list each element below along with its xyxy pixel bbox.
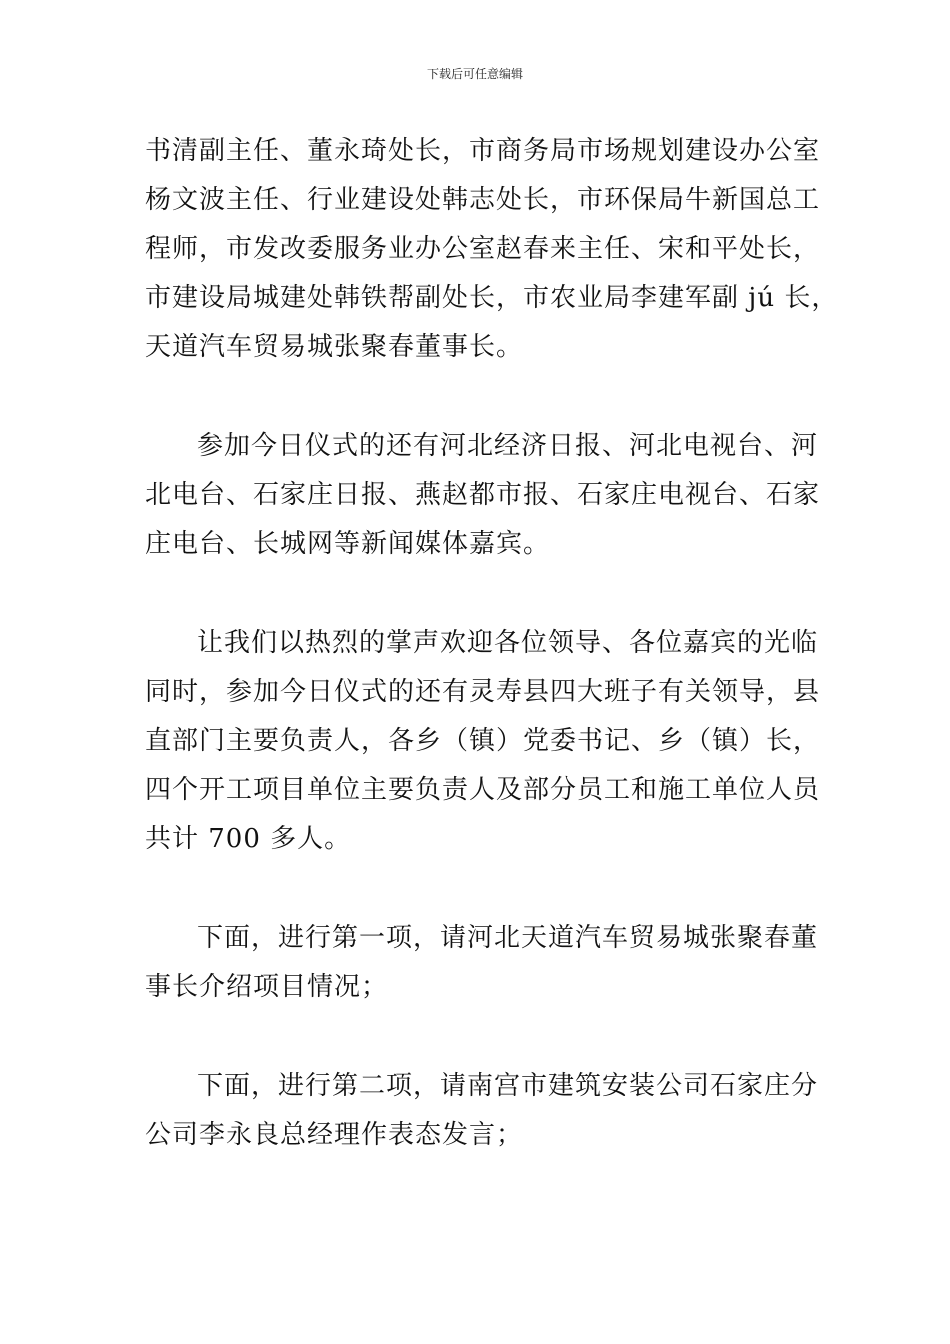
- paragraph: [145, 1062, 819, 1160]
- text-line: 公司李永良总经理作表态发言；: [145, 1120, 524, 1150]
- paragraph-spacer: [145, 1012, 810, 1062]
- page-header: 下载后可任意编辑: [426, 67, 523, 81]
- text-line: 下面，进行第二项，请南宫市建筑安装公司石家庄分: [197, 1071, 819, 1101]
- text-line: 四个开工项目单位主要负责人及部分员工和施工单位人员: [145, 775, 821, 805]
- text-line: 程师，市发改委服务业办公室赵春来主任、宋和平处长，: [145, 234, 821, 264]
- text-line: 参加今日仪式的还有河北经济日报、河北电视台、河: [197, 431, 819, 461]
- paragraph-spacer: [145, 372, 810, 422]
- text-line: 北电台、石家庄日报、燕赵都市报、石家庄电视台、石家: [145, 480, 821, 510]
- text-line: 直部门主要负责人，各乡（镇）党委书记、乡（镇）长，: [145, 726, 821, 756]
- text-line: 共计 700 多人。: [145, 824, 352, 854]
- text-line: 庄电台、长城网等新闻媒体嘉宾。: [145, 529, 551, 559]
- text-line: 同时，参加今日仪式的还有灵寿县四大班子有关领导，县: [145, 677, 821, 707]
- paragraph-spacer: [145, 569, 810, 619]
- paragraph: [145, 127, 839, 372]
- text-line: 让我们以热烈的掌声欢迎各位领导、各位嘉宾的光临: [197, 628, 819, 658]
- paragraph: [145, 619, 821, 864]
- paragraph: [145, 422, 821, 569]
- text-line: 下面，进行第一项，请河北天道汽车贸易城张聚春董: [197, 923, 819, 953]
- text-line: 书清副主任、董永琦处长，市商务局市场规划建设办公室: [145, 136, 821, 166]
- text-line: 事长介绍项目情况；: [145, 972, 389, 1002]
- text-line: 杨文波主任、行业建设处韩志处长，市环保局牛新国总工: [145, 185, 821, 215]
- text-line: 市建设局城建处韩铁帮副处长，市农业局李建军副 jú 长，: [145, 283, 839, 313]
- paragraph-spacer: [145, 864, 810, 914]
- document-body: [145, 127, 839, 1160]
- text-line: 天道汽车贸易城张聚春董事长。: [145, 332, 524, 362]
- paragraph: [145, 914, 819, 1012]
